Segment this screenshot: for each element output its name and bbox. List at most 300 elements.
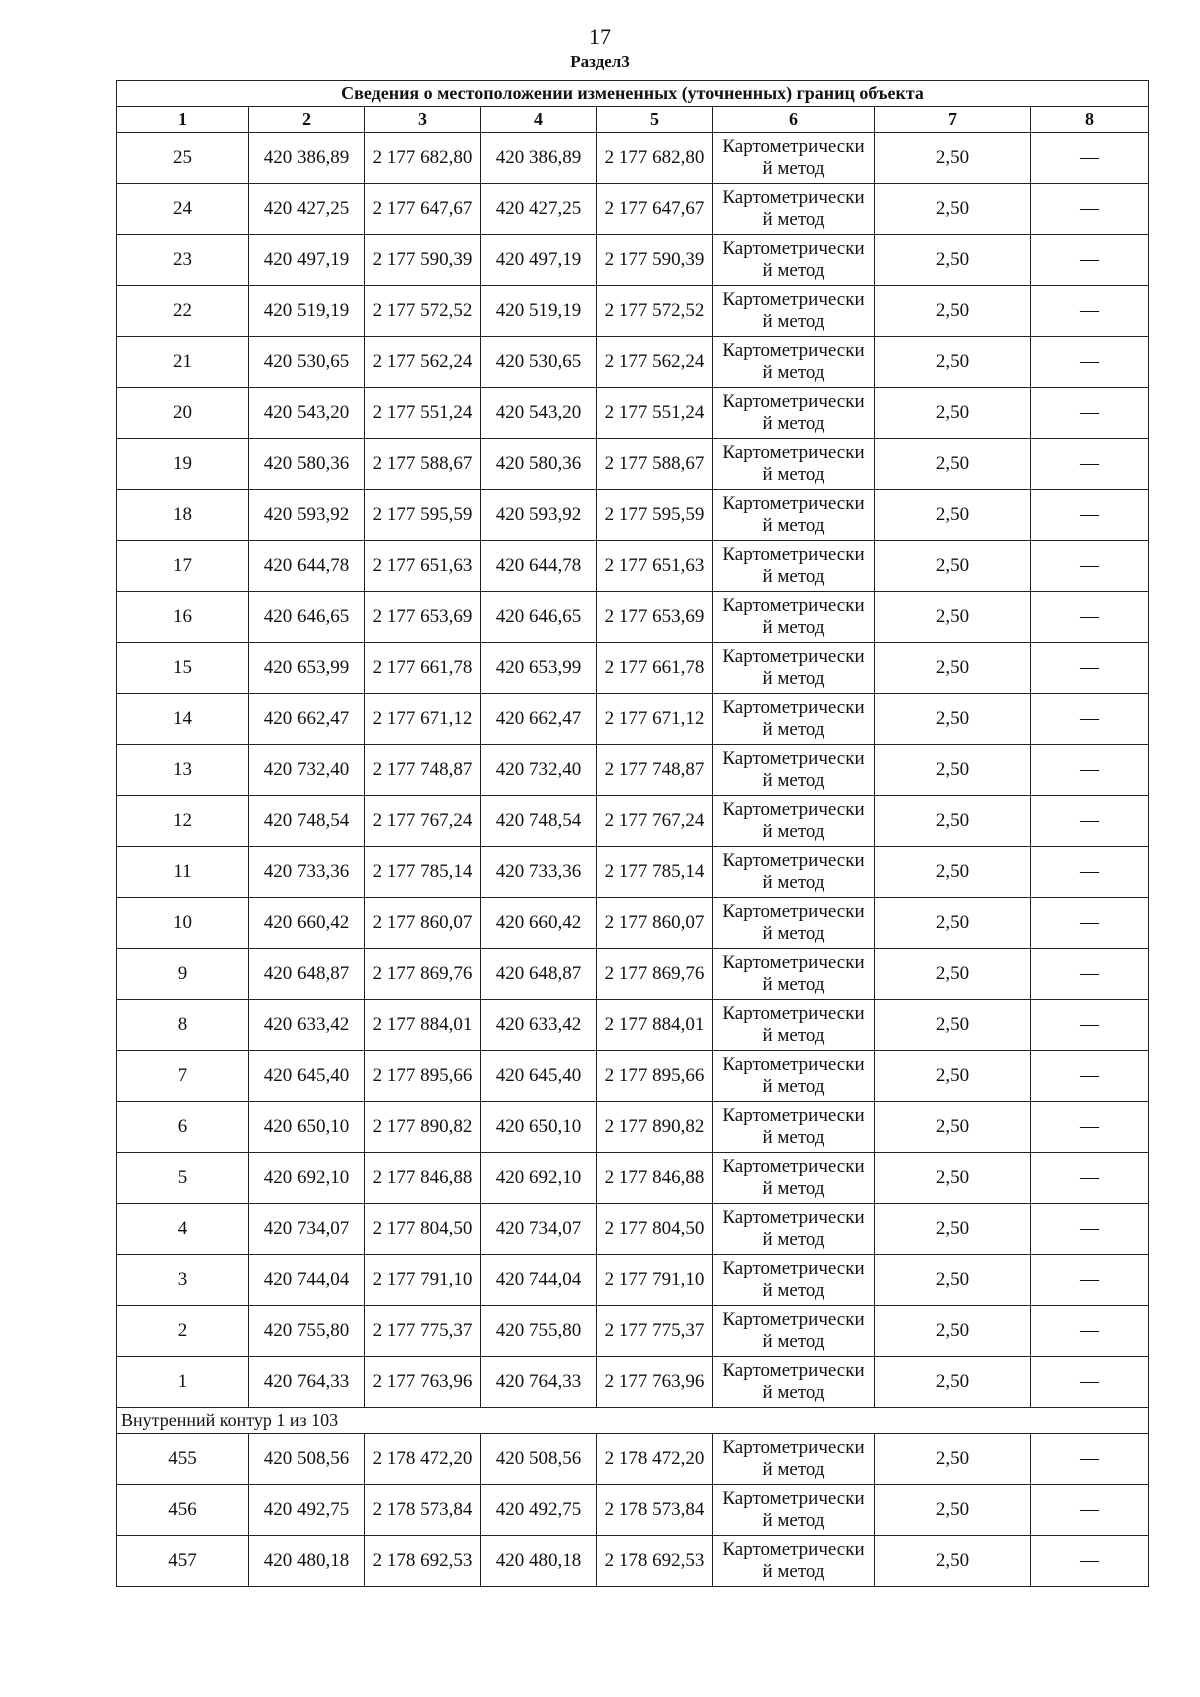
method-cell bbox=[713, 286, 875, 337]
table-row bbox=[117, 1485, 1149, 1536]
method-cell bbox=[713, 1536, 875, 1587]
y-existing-cell: 2 178 573,84 bbox=[365, 1485, 481, 1536]
note-cell: — bbox=[1031, 949, 1149, 1000]
y-refined-cell: 2 177 775,37 bbox=[597, 1306, 713, 1357]
method-line-2: й метод bbox=[762, 974, 825, 995]
method-cell bbox=[713, 1255, 875, 1306]
method-line-1: Картометрически bbox=[722, 340, 865, 361]
x-existing-cell: 420 593,92 bbox=[249, 490, 365, 541]
point-number-cell: 4 bbox=[117, 1204, 249, 1255]
method-line-2: й метод bbox=[762, 1382, 825, 1403]
point-number-cell: 16 bbox=[117, 592, 249, 643]
x-refined-cell: 420 646,65 bbox=[481, 592, 597, 643]
method-line-2: й метод bbox=[762, 413, 825, 434]
accuracy-cell: 2,50 bbox=[875, 694, 1031, 745]
note-cell: — bbox=[1031, 1485, 1149, 1536]
x-refined-cell: 420 645,40 bbox=[481, 1051, 597, 1102]
x-existing-cell: 420 386,89 bbox=[249, 133, 365, 184]
table-row bbox=[117, 1357, 1149, 1408]
y-refined-cell: 2 177 572,52 bbox=[597, 286, 713, 337]
point-number-cell: 15 bbox=[117, 643, 249, 694]
note-cell: — bbox=[1031, 439, 1149, 490]
note-cell: — bbox=[1031, 133, 1149, 184]
y-refined-cell: 2 177 767,24 bbox=[597, 796, 713, 847]
y-existing-cell: 2 177 860,07 bbox=[365, 898, 481, 949]
x-refined-cell: 420 733,36 bbox=[481, 847, 597, 898]
column-number-5: 5 bbox=[597, 107, 713, 133]
note-cell: — bbox=[1031, 286, 1149, 337]
boundary-table bbox=[116, 80, 1149, 1587]
point-number-cell: 3 bbox=[117, 1255, 249, 1306]
accuracy-cell: 2,50 bbox=[875, 847, 1031, 898]
method-line-2: й метод bbox=[762, 617, 825, 638]
table-row bbox=[117, 643, 1149, 694]
y-refined-cell: 2 177 562,24 bbox=[597, 337, 713, 388]
method-cell bbox=[713, 694, 875, 745]
y-refined-cell: 2 177 748,87 bbox=[597, 745, 713, 796]
note-cell: — bbox=[1031, 745, 1149, 796]
x-refined-cell: 420 744,04 bbox=[481, 1255, 597, 1306]
y-refined-cell: 2 177 651,63 bbox=[597, 541, 713, 592]
accuracy-cell: 2,50 bbox=[875, 235, 1031, 286]
note-cell: — bbox=[1031, 1204, 1149, 1255]
table-row bbox=[117, 184, 1149, 235]
method-line-2: й метод bbox=[762, 1561, 825, 1582]
method-line-1: Картометрически bbox=[722, 1360, 865, 1381]
note-cell: — bbox=[1031, 184, 1149, 235]
method-line-1: Картометрически bbox=[722, 1054, 865, 1075]
x-existing-cell: 420 744,04 bbox=[249, 1255, 365, 1306]
method-cell bbox=[713, 847, 875, 898]
method-line-1: Картометрически bbox=[722, 799, 865, 820]
x-refined-cell: 420 530,65 bbox=[481, 337, 597, 388]
accuracy-cell: 2,50 bbox=[875, 1102, 1031, 1153]
method-line-2: й метод bbox=[762, 464, 825, 485]
x-refined-cell: 420 653,99 bbox=[481, 643, 597, 694]
method-cell bbox=[713, 490, 875, 541]
note-cell: — bbox=[1031, 847, 1149, 898]
y-existing-cell: 2 177 767,24 bbox=[365, 796, 481, 847]
accuracy-cell: 2,50 bbox=[875, 1153, 1031, 1204]
accuracy-cell: 2,50 bbox=[875, 490, 1031, 541]
page-number: 17 bbox=[589, 24, 611, 49]
table-row bbox=[117, 694, 1149, 745]
method-line-2: й метод bbox=[762, 1127, 825, 1148]
method-line-2: й метод bbox=[762, 923, 825, 944]
x-refined-cell: 420 650,10 bbox=[481, 1102, 597, 1153]
method-line-2: й метод bbox=[762, 515, 825, 536]
method-line-1: Картометрически bbox=[722, 850, 865, 871]
table-row bbox=[117, 592, 1149, 643]
x-refined-cell: 420 662,47 bbox=[481, 694, 597, 745]
table-row bbox=[117, 1204, 1149, 1255]
note-cell: — bbox=[1031, 388, 1149, 439]
table-row bbox=[117, 337, 1149, 388]
accuracy-cell: 2,50 bbox=[875, 1536, 1031, 1587]
y-existing-cell: 2 177 653,69 bbox=[365, 592, 481, 643]
accuracy-cell: 2,50 bbox=[875, 643, 1031, 694]
x-existing-cell: 420 580,36 bbox=[249, 439, 365, 490]
method-line-2: й метод bbox=[762, 1459, 825, 1480]
note-cell: — bbox=[1031, 592, 1149, 643]
x-refined-cell: 420 734,07 bbox=[481, 1204, 597, 1255]
method-line-2: й метод bbox=[762, 209, 825, 230]
method-line-2: й метод bbox=[762, 311, 825, 332]
accuracy-cell: 2,50 bbox=[875, 133, 1031, 184]
x-existing-cell: 420 653,99 bbox=[249, 643, 365, 694]
point-number-cell: 14 bbox=[117, 694, 249, 745]
method-line-1: Картометрически bbox=[722, 1309, 865, 1330]
point-number-cell: 17 bbox=[117, 541, 249, 592]
note-cell: — bbox=[1031, 1434, 1149, 1485]
method-cell bbox=[713, 184, 875, 235]
method-cell bbox=[713, 235, 875, 286]
column-number-row bbox=[117, 107, 1149, 133]
y-existing-cell: 2 177 791,10 bbox=[365, 1255, 481, 1306]
x-existing-cell: 420 530,65 bbox=[249, 337, 365, 388]
y-existing-cell: 2 177 804,50 bbox=[365, 1204, 481, 1255]
method-cell bbox=[713, 1434, 875, 1485]
method-line-2: й метод bbox=[762, 1229, 825, 1250]
point-number-cell: 8 bbox=[117, 1000, 249, 1051]
x-refined-cell: 420 427,25 bbox=[481, 184, 597, 235]
table-row bbox=[117, 286, 1149, 337]
point-number-cell: 12 bbox=[117, 796, 249, 847]
method-line-2: й метод bbox=[762, 566, 825, 587]
method-line-1: Картометрически bbox=[722, 697, 865, 718]
point-number-cell: 455 bbox=[117, 1434, 249, 1485]
method-line-1: Картометрически bbox=[722, 1156, 865, 1177]
table-row bbox=[117, 133, 1149, 184]
point-number-cell: 20 bbox=[117, 388, 249, 439]
method-cell bbox=[713, 1051, 875, 1102]
x-refined-cell: 420 593,92 bbox=[481, 490, 597, 541]
table-row bbox=[117, 1536, 1149, 1587]
table-row bbox=[117, 490, 1149, 541]
method-line-1: Картометрически bbox=[722, 187, 865, 208]
point-number-cell: 1 bbox=[117, 1357, 249, 1408]
point-number-cell: 21 bbox=[117, 337, 249, 388]
method-line-2: й метод bbox=[762, 1076, 825, 1097]
method-line-2: й метод bbox=[762, 1178, 825, 1199]
y-existing-cell: 2 177 588,67 bbox=[365, 439, 481, 490]
y-existing-cell: 2 177 890,82 bbox=[365, 1102, 481, 1153]
accuracy-cell: 2,50 bbox=[875, 1357, 1031, 1408]
x-existing-cell: 420 732,40 bbox=[249, 745, 365, 796]
y-refined-cell: 2 177 785,14 bbox=[597, 847, 713, 898]
accuracy-cell: 2,50 bbox=[875, 1306, 1031, 1357]
point-number-cell: 18 bbox=[117, 490, 249, 541]
y-refined-cell: 2 177 682,80 bbox=[597, 133, 713, 184]
y-existing-cell: 2 177 572,52 bbox=[365, 286, 481, 337]
y-refined-cell: 2 178 692,53 bbox=[597, 1536, 713, 1587]
x-existing-cell: 420 748,54 bbox=[249, 796, 365, 847]
note-cell: — bbox=[1031, 1051, 1149, 1102]
method-line-1: Картометрически bbox=[722, 136, 865, 157]
y-existing-cell: 2 178 692,53 bbox=[365, 1536, 481, 1587]
x-existing-cell: 420 427,25 bbox=[249, 184, 365, 235]
method-line-1: Картометрически bbox=[722, 901, 865, 922]
y-refined-cell: 2 177 860,07 bbox=[597, 898, 713, 949]
table-row bbox=[117, 745, 1149, 796]
table-row bbox=[117, 1255, 1149, 1306]
point-number-cell: 24 bbox=[117, 184, 249, 235]
method-line-2: й метод bbox=[762, 362, 825, 383]
x-existing-cell: 420 692,10 bbox=[249, 1153, 365, 1204]
y-refined-cell: 2 177 590,39 bbox=[597, 235, 713, 286]
x-existing-cell: 420 497,19 bbox=[249, 235, 365, 286]
accuracy-cell: 2,50 bbox=[875, 541, 1031, 592]
method-cell bbox=[713, 643, 875, 694]
method-line-1: Картометрически bbox=[722, 1003, 865, 1024]
accuracy-cell: 2,50 bbox=[875, 796, 1031, 847]
method-cell bbox=[713, 541, 875, 592]
y-refined-cell: 2 177 653,69 bbox=[597, 592, 713, 643]
point-number-cell: 456 bbox=[117, 1485, 249, 1536]
method-line-2: й метод bbox=[762, 1510, 825, 1531]
x-refined-cell: 420 732,40 bbox=[481, 745, 597, 796]
x-existing-cell: 420 733,36 bbox=[249, 847, 365, 898]
accuracy-cell: 2,50 bbox=[875, 1051, 1031, 1102]
accuracy-cell: 2,50 bbox=[875, 1255, 1031, 1306]
method-line-2: й метод bbox=[762, 770, 825, 791]
y-existing-cell: 2 177 775,37 bbox=[365, 1306, 481, 1357]
method-cell bbox=[713, 1000, 875, 1051]
method-cell bbox=[713, 133, 875, 184]
y-existing-cell: 2 177 551,24 bbox=[365, 388, 481, 439]
point-number-cell: 19 bbox=[117, 439, 249, 490]
y-refined-cell: 2 177 588,67 bbox=[597, 439, 713, 490]
y-existing-cell: 2 177 671,12 bbox=[365, 694, 481, 745]
column-number-8: 8 bbox=[1031, 107, 1149, 133]
method-line-2: й метод bbox=[762, 1331, 825, 1352]
method-cell bbox=[713, 1306, 875, 1357]
y-existing-cell: 2 177 895,66 bbox=[365, 1051, 481, 1102]
note-cell: — bbox=[1031, 898, 1149, 949]
x-refined-cell: 420 543,20 bbox=[481, 388, 597, 439]
y-refined-cell: 2 177 884,01 bbox=[597, 1000, 713, 1051]
method-cell bbox=[713, 1357, 875, 1408]
method-cell bbox=[713, 1485, 875, 1536]
method-line-1: Картометрически bbox=[722, 1207, 865, 1228]
accuracy-cell: 2,50 bbox=[875, 1204, 1031, 1255]
note-cell: — bbox=[1031, 796, 1149, 847]
method-line-1: Картометрически bbox=[722, 544, 865, 565]
y-refined-cell: 2 177 895,66 bbox=[597, 1051, 713, 1102]
note-cell: — bbox=[1031, 337, 1149, 388]
accuracy-cell: 2,50 bbox=[875, 898, 1031, 949]
method-line-1: Картометрически bbox=[722, 748, 865, 769]
method-cell bbox=[713, 337, 875, 388]
method-cell bbox=[713, 1153, 875, 1204]
x-existing-cell: 420 543,20 bbox=[249, 388, 365, 439]
y-existing-cell: 2 177 590,39 bbox=[365, 235, 481, 286]
y-existing-cell: 2 177 785,14 bbox=[365, 847, 481, 898]
x-refined-cell: 420 497,19 bbox=[481, 235, 597, 286]
note-cell: — bbox=[1031, 1306, 1149, 1357]
column-number-3: 3 bbox=[365, 107, 481, 133]
method-cell bbox=[713, 388, 875, 439]
point-number-cell: 5 bbox=[117, 1153, 249, 1204]
method-line-1: Картометрически bbox=[722, 289, 865, 310]
x-existing-cell: 420 646,65 bbox=[249, 592, 365, 643]
table-row bbox=[117, 541, 1149, 592]
method-line-1: Картометрически bbox=[722, 952, 865, 973]
x-refined-cell: 420 660,42 bbox=[481, 898, 597, 949]
point-number-cell: 2 bbox=[117, 1306, 249, 1357]
table-row bbox=[117, 1051, 1149, 1102]
table-row bbox=[117, 898, 1149, 949]
method-cell bbox=[713, 949, 875, 1000]
column-number-7: 7 bbox=[875, 107, 1031, 133]
y-existing-cell: 2 177 884,01 bbox=[365, 1000, 481, 1051]
method-cell bbox=[713, 796, 875, 847]
x-refined-cell: 420 519,19 bbox=[481, 286, 597, 337]
y-refined-cell: 2 178 573,84 bbox=[597, 1485, 713, 1536]
y-existing-cell: 2 177 869,76 bbox=[365, 949, 481, 1000]
method-line-2: й метод bbox=[762, 158, 825, 179]
x-refined-cell: 420 748,54 bbox=[481, 796, 597, 847]
y-refined-cell: 2 177 791,10 bbox=[597, 1255, 713, 1306]
method-line-1: Картометрически bbox=[722, 1437, 865, 1458]
x-existing-cell: 420 508,56 bbox=[249, 1434, 365, 1485]
x-existing-cell: 420 644,78 bbox=[249, 541, 365, 592]
y-refined-cell: 2 177 595,59 bbox=[597, 490, 713, 541]
y-existing-cell: 2 177 562,24 bbox=[365, 337, 481, 388]
note-cell: — bbox=[1031, 1536, 1149, 1587]
accuracy-cell: 2,50 bbox=[875, 388, 1031, 439]
column-number-4: 4 bbox=[481, 107, 597, 133]
column-number-6: 6 bbox=[713, 107, 875, 133]
point-number-cell: 25 bbox=[117, 133, 249, 184]
y-existing-cell: 2 177 651,63 bbox=[365, 541, 481, 592]
y-existing-cell: 2 177 647,67 bbox=[365, 184, 481, 235]
accuracy-cell: 2,50 bbox=[875, 745, 1031, 796]
note-cell: — bbox=[1031, 1153, 1149, 1204]
method-line-2: й метод bbox=[762, 719, 825, 740]
point-number-cell: 6 bbox=[117, 1102, 249, 1153]
y-existing-cell: 2 177 661,78 bbox=[365, 643, 481, 694]
x-existing-cell: 420 660,42 bbox=[249, 898, 365, 949]
y-existing-cell: 2 178 472,20 bbox=[365, 1434, 481, 1485]
x-refined-cell: 420 580,36 bbox=[481, 439, 597, 490]
y-refined-cell: 2 178 472,20 bbox=[597, 1434, 713, 1485]
method-line-1: Картометрически bbox=[722, 442, 865, 463]
method-cell bbox=[713, 1204, 875, 1255]
note-cell: — bbox=[1031, 1357, 1149, 1408]
note-cell: — bbox=[1031, 694, 1149, 745]
x-refined-cell: 420 755,80 bbox=[481, 1306, 597, 1357]
y-existing-cell: 2 177 846,88 bbox=[365, 1153, 481, 1204]
inner-contour-row bbox=[117, 1408, 1149, 1434]
method-line-1: Картометрически bbox=[722, 595, 865, 616]
y-existing-cell: 2 177 682,80 bbox=[365, 133, 481, 184]
accuracy-cell: 2,50 bbox=[875, 439, 1031, 490]
x-existing-cell: 420 650,10 bbox=[249, 1102, 365, 1153]
x-existing-cell: 420 648,87 bbox=[249, 949, 365, 1000]
method-line-1: Картометрически bbox=[722, 238, 865, 259]
x-existing-cell: 420 662,47 bbox=[249, 694, 365, 745]
x-refined-cell: 420 508,56 bbox=[481, 1434, 597, 1485]
y-existing-cell: 2 177 748,87 bbox=[365, 745, 481, 796]
x-existing-cell: 420 480,18 bbox=[249, 1536, 365, 1587]
point-number-cell: 23 bbox=[117, 235, 249, 286]
x-existing-cell: 420 645,40 bbox=[249, 1051, 365, 1102]
point-number-cell: 13 bbox=[117, 745, 249, 796]
x-existing-cell: 420 734,07 bbox=[249, 1204, 365, 1255]
method-cell bbox=[713, 592, 875, 643]
table-caption: Сведения о местоположении измененных (уточненных) границ объекта bbox=[117, 81, 1149, 107]
method-line-2: й метод bbox=[762, 872, 825, 893]
accuracy-cell: 2,50 bbox=[875, 337, 1031, 388]
table-row bbox=[117, 1434, 1149, 1485]
method-line-1: Картометрически bbox=[722, 391, 865, 412]
note-cell: — bbox=[1031, 1255, 1149, 1306]
y-existing-cell: 2 177 595,59 bbox=[365, 490, 481, 541]
y-refined-cell: 2 177 671,12 bbox=[597, 694, 713, 745]
note-cell: — bbox=[1031, 490, 1149, 541]
x-existing-cell: 420 519,19 bbox=[249, 286, 365, 337]
note-cell: — bbox=[1031, 1000, 1149, 1051]
y-refined-cell: 2 177 551,24 bbox=[597, 388, 713, 439]
x-refined-cell: 420 648,87 bbox=[481, 949, 597, 1000]
table-row bbox=[117, 949, 1149, 1000]
accuracy-cell: 2,50 bbox=[875, 1485, 1031, 1536]
note-cell: — bbox=[1031, 1102, 1149, 1153]
method-cell bbox=[713, 439, 875, 490]
section-title: Раздел3 bbox=[570, 52, 630, 71]
point-number-cell: 457 bbox=[117, 1536, 249, 1587]
method-line-2: й метод bbox=[762, 1025, 825, 1046]
table-row bbox=[117, 1306, 1149, 1357]
column-number-1: 1 bbox=[117, 107, 249, 133]
method-line-1: Картометрически bbox=[722, 1258, 865, 1279]
y-refined-cell: 2 177 804,50 bbox=[597, 1204, 713, 1255]
note-cell: — bbox=[1031, 643, 1149, 694]
method-line-1: Картометрически bbox=[722, 1488, 865, 1509]
table-row bbox=[117, 235, 1149, 286]
x-refined-cell: 420 492,75 bbox=[481, 1485, 597, 1536]
method-line-2: й метод bbox=[762, 821, 825, 842]
accuracy-cell: 2,50 bbox=[875, 949, 1031, 1000]
table-row bbox=[117, 1102, 1149, 1153]
y-refined-cell: 2 177 846,88 bbox=[597, 1153, 713, 1204]
accuracy-cell: 2,50 bbox=[875, 592, 1031, 643]
x-existing-cell: 420 492,75 bbox=[249, 1485, 365, 1536]
method-cell bbox=[713, 898, 875, 949]
table-row bbox=[117, 388, 1149, 439]
y-refined-cell: 2 177 763,96 bbox=[597, 1357, 713, 1408]
x-refined-cell: 420 764,33 bbox=[481, 1357, 597, 1408]
x-refined-cell: 420 692,10 bbox=[481, 1153, 597, 1204]
table-row bbox=[117, 439, 1149, 490]
x-existing-cell: 420 764,33 bbox=[249, 1357, 365, 1408]
y-refined-cell: 2 177 661,78 bbox=[597, 643, 713, 694]
table-row bbox=[117, 847, 1149, 898]
point-number-cell: 7 bbox=[117, 1051, 249, 1102]
y-existing-cell: 2 177 763,96 bbox=[365, 1357, 481, 1408]
table-row bbox=[117, 1153, 1149, 1204]
point-number-cell: 10 bbox=[117, 898, 249, 949]
method-line-1: Картометрически bbox=[722, 1539, 865, 1560]
table-row bbox=[117, 796, 1149, 847]
x-refined-cell: 420 633,42 bbox=[481, 1000, 597, 1051]
method-line-1: Картометрически bbox=[722, 646, 865, 667]
point-number-cell: 22 bbox=[117, 286, 249, 337]
table-row bbox=[117, 1000, 1149, 1051]
point-number-cell: 9 bbox=[117, 949, 249, 1000]
accuracy-cell: 2,50 bbox=[875, 1434, 1031, 1485]
